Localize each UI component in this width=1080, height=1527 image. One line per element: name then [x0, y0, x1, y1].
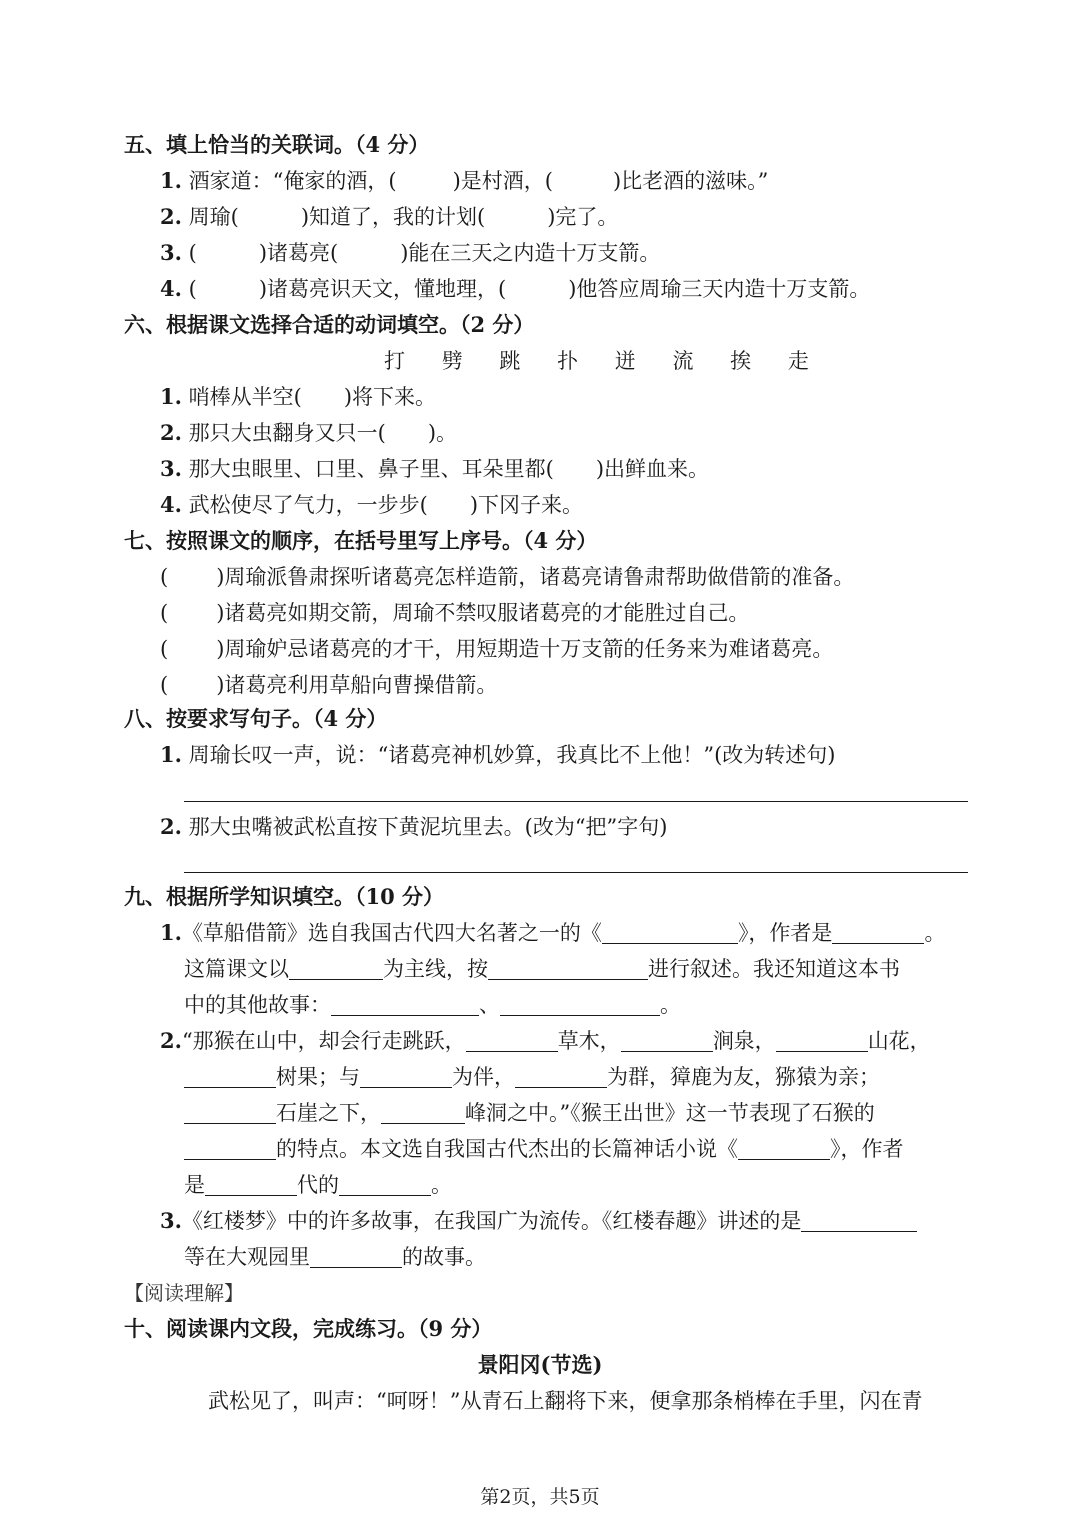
s6-question-1	[160, 382, 436, 412]
question-number: 1.	[160, 920, 182, 945]
s6-question-3	[160, 454, 709, 484]
question-text: )比老酒的滋味。”	[612, 169, 769, 193]
question-text: )诸葛亮(	[258, 241, 339, 265]
s8-answer-line-1[interactable]	[184, 801, 968, 802]
page-number-footer: 第2页，共5页	[480, 1486, 600, 1508]
fill-blank[interactable]	[184, 1103, 276, 1124]
fill-blank[interactable]	[289, 959, 383, 980]
s9-q2-line-5: 是 代的 。	[184, 1173, 452, 1197]
verb-option: 走	[787, 349, 809, 373]
verb-option: 打	[384, 349, 405, 373]
question-text: )出鲜血来。	[595, 457, 710, 481]
question-text: (	[188, 241, 197, 265]
question-number: 2.	[160, 204, 182, 229]
s9-q1-line-2: 这篇课文以 为主线，按 进行叙述。我还知道这本书	[184, 957, 900, 981]
question-number: 3.	[160, 240, 182, 265]
question-text: 酒家道：“俺家的酒，(	[188, 169, 397, 193]
section-8-heading: 八、按要求写句子。（4 分）	[124, 706, 388, 731]
s7-item-2: ( )诸葛亮如期交箭，周瑜不禁叹服诸葛亮的才能胜过自己。	[160, 601, 750, 625]
question-number: 4.	[160, 276, 182, 301]
question-text: 周瑜(	[188, 205, 239, 229]
question-text: 那大虫眼里、口里、鼻子里、耳朵里都(	[188, 457, 554, 481]
verb-option: 劈	[441, 349, 463, 373]
verb-option: 挨	[730, 349, 752, 373]
s9-q1-line-1: 1.《草船借箭》选自我国古代四大名著之一的《 》，作者是 。	[160, 920, 946, 945]
question-number: 1.	[160, 168, 182, 193]
question-text: 哨棒从半空(	[188, 385, 302, 409]
s6-question-4	[160, 490, 583, 520]
fill-blank[interactable]	[184, 1067, 276, 1088]
passage-title: 景阳冈(节选)	[477, 1352, 603, 1377]
s5-question-3	[160, 238, 660, 268]
fill-blank[interactable]	[738, 1139, 830, 1160]
question-text: (	[188, 277, 197, 301]
reading-comprehension-tag: 【阅读理解】	[124, 1281, 244, 1305]
section-10-heading: 十、阅读课内文段，完成练习。（9 分）	[124, 1316, 493, 1341]
s8-question-2	[160, 812, 667, 842]
s5-question-2	[160, 202, 618, 232]
question-text: )诸葛亮识天文，懂地理，(	[258, 277, 507, 301]
question-number: 3.	[160, 456, 182, 481]
question-text: 武松使尽了气力，一步步(	[188, 493, 428, 517]
fill-blank[interactable]	[832, 923, 924, 944]
event-text: 周瑜妒忌诸葛亮的才干，用短期造十万支箭的任务来为难诸葛亮。	[224, 637, 834, 661]
s8-answer-line-2[interactable]	[184, 872, 968, 873]
s8-question-1	[160, 740, 835, 770]
section-9-heading: 九、根据所学知识填空。（10 分）	[124, 884, 445, 909]
fill-blank[interactable]	[515, 1067, 607, 1088]
event-text: 诸葛亮如期交箭，周瑜不禁叹服诸葛亮的才能胜过自己。	[224, 601, 750, 625]
question-text: )能在三天之内造十万支箭。	[400, 241, 661, 265]
question-number: 4.	[160, 492, 182, 517]
verb-option: 扑	[557, 349, 579, 373]
event-text: 周瑜派鲁肃探听诸葛亮怎样造箭，诸葛亮请鲁肃帮助做借箭的准备。	[224, 565, 855, 589]
fill-blank[interactable]	[466, 1031, 558, 1052]
question-text: )他答应周瑜三天内造十万支箭。	[568, 277, 871, 301]
s9-q2-line-4: 的特点。本文选自我国古代杰出的长篇神话小说《 》，作者	[184, 1134, 904, 1164]
question-text: )完了。	[547, 205, 619, 229]
question-text: )。	[427, 421, 458, 445]
verb-bank	[384, 346, 839, 376]
question-number: 1.	[160, 742, 182, 767]
question-number: 3.	[160, 1208, 182, 1233]
question-text: )将下来。	[343, 385, 437, 409]
question-text: 周瑜长叹一声，说：“诸葛亮神机妙算，我真比不上他！”(改为转述句)	[188, 743, 836, 767]
s9-q1-line-3: 中的其他故事： 、 。	[184, 993, 681, 1017]
question-number: 2.	[160, 420, 182, 445]
question-text: )下冈子来。	[469, 493, 584, 517]
fill-blank[interactable]	[621, 1031, 713, 1052]
question-text: )知道了，我的计划(	[300, 205, 486, 229]
passage-text: 武松见了，叫声：“呵呀！”从青石上翻将下来，便拿那条梢棒在手里，闪在青	[208, 1389, 923, 1413]
question-text: 那只大虫翻身又只一(	[188, 421, 386, 445]
fill-blank[interactable]	[801, 1211, 917, 1232]
fill-blank[interactable]	[602, 923, 738, 944]
fill-blank[interactable]	[360, 1067, 452, 1088]
question-number: 1.	[160, 384, 182, 409]
section-7-heading: 七、按照课文的顺序，在括号里写上序号。（4 分）	[124, 528, 598, 553]
event-text: 诸葛亮利用草船向曹操借箭。	[224, 673, 498, 697]
s7-item-3: ( )周瑜妒忌诸葛亮的才干，用短期造十万支箭的任务来为难诸葛亮。	[160, 637, 834, 661]
fill-blank[interactable]	[184, 1139, 276, 1160]
s9-q2-line-2: 树果；与 为伴， 为群，獐鹿为友，猕猿为亲；	[184, 1062, 880, 1092]
question-number: 2.	[160, 1028, 182, 1053]
question-text: 那大虫嘴被武松直按下黄泥坑里去。(改为“把”字句)	[188, 815, 668, 839]
s9-q2-line-3: 石崖之下， 峰洞之中。”《猴王出世》这一节表现了石猴的	[184, 1098, 875, 1128]
fill-blank[interactable]	[381, 1103, 465, 1124]
verb-option: 跳	[499, 349, 521, 373]
verb-option: 流	[672, 349, 694, 373]
fill-blank[interactable]	[205, 1175, 297, 1196]
verb-option: 迸	[614, 349, 636, 373]
s6-question-2	[160, 418, 457, 448]
question-text: )是村酒，(	[452, 169, 553, 193]
fill-blank[interactable]	[339, 1175, 431, 1196]
fill-blank[interactable]	[488, 959, 648, 980]
fill-blank[interactable]	[310, 1247, 402, 1268]
s7-item-4: ( )诸葛亮利用草船向曹操借箭。	[160, 673, 498, 697]
question-number: 2.	[160, 814, 182, 839]
fill-blank[interactable]	[331, 995, 479, 1016]
s5-question-1	[160, 166, 768, 196]
fill-blank[interactable]	[500, 995, 660, 1016]
section-5-heading: 五、填上恰当的关联词。（4 分）	[124, 132, 430, 157]
s7-item-1: ( )周瑜派鲁肃探听诸葛亮怎样造箭，诸葛亮请鲁肃帮助做借箭的准备。	[160, 565, 855, 589]
fill-blank[interactable]	[776, 1031, 868, 1052]
section-6-heading: 六、根据课文选择合适的动词填空。（2 分）	[124, 312, 535, 337]
s9-q3-line-2: 等在大观园里 的故事。	[184, 1245, 486, 1269]
s9-q2-line-1: 2.“那猴在山中，却会行走跳跃， 草木， 涧泉， 山花，	[160, 1028, 931, 1053]
s9-q3-line-1: 3.《红楼梦》中的许多故事，在我国广为流传。《红楼春趣》讲述的是	[160, 1206, 917, 1236]
s5-question-4	[160, 274, 870, 304]
